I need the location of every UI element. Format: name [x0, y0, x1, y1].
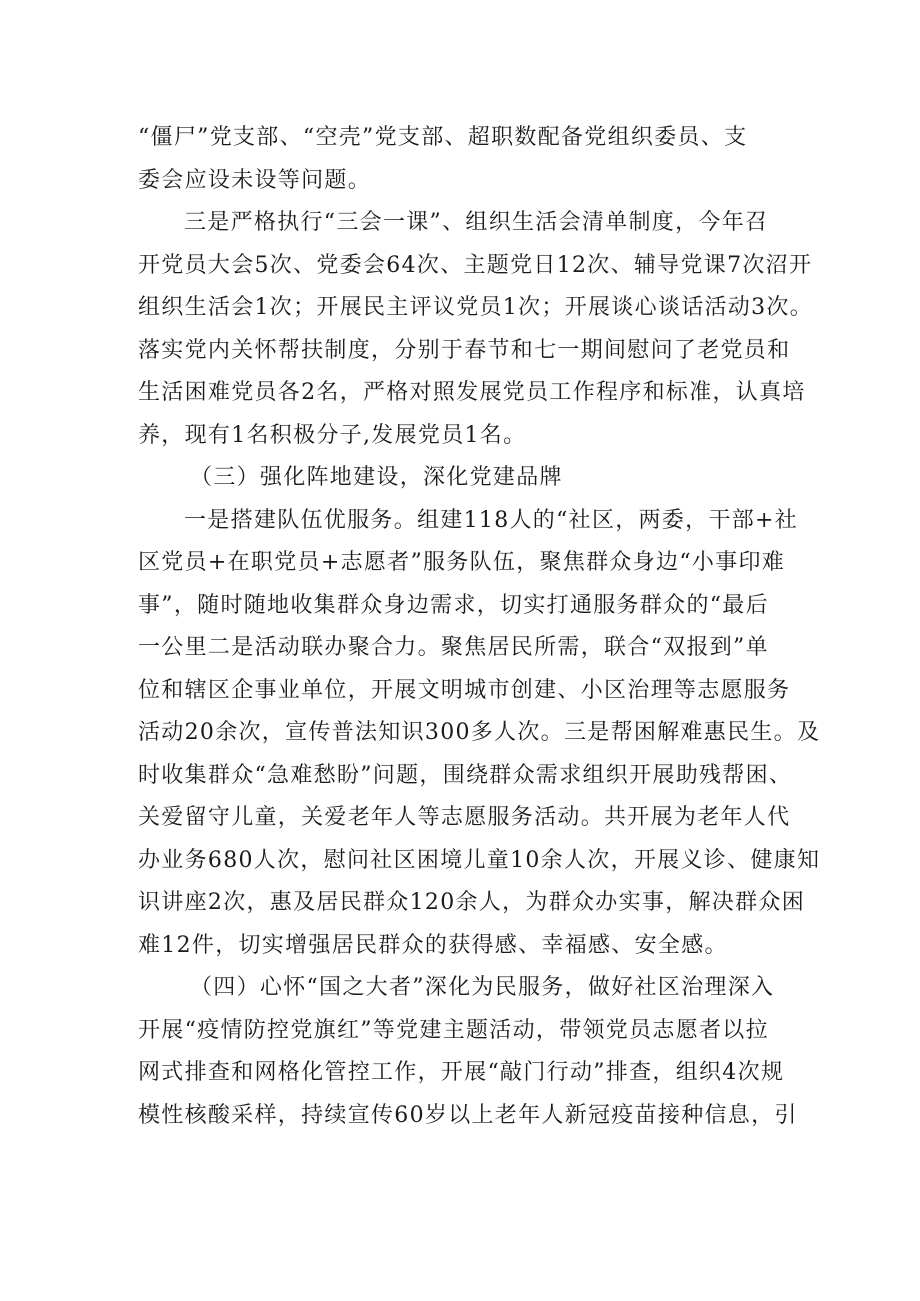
section-heading: （三）强化阵地建设，深化党建品牌 [190, 465, 563, 490]
text-line: 生活困难党员各2名，严格对照发展党员工作程序和标准，认真培 [138, 380, 806, 405]
text-line: 关爱留守儿童，关爱老年人等志愿服务活动。共开展为老年人代 [138, 805, 791, 830]
text-line: 养，现有1名积极分子,发展党员1名。 [138, 422, 527, 448]
text-line: “僵尸”党支部、“空壳”党支部、超职数配备党组织委员、支 [138, 125, 748, 150]
text-line: 落实党内关怀帮扶制度，分别于春节和七一期间慰问了老党员和 [138, 337, 791, 363]
text-line: 区党员+在职党员+志愿者”服务队伍，聚焦群众身边“小事印难 [138, 550, 786, 575]
text-line: 模性核酸采样，持续宣传60岁以上老年人新冠疫苗接种信息，引 [138, 1102, 798, 1128]
text-line: 开展“疫情防控党旗红”等党建主题活动，带领党员志愿者以拉 [138, 1017, 769, 1043]
text-line: 事”，随时随地收集群众身边需求，切实打通服务群众的“最后 [138, 592, 769, 618]
text-line: 一是搭建队伍优服务。组建118人的“社区，两委，干部+社 [184, 507, 799, 533]
text-line: 开党员大会5次、党委会64次、主题党日12次、辅导党课7次沼开 [138, 252, 813, 278]
text-line: 难12件，切实增强居民群众的获得感、幸福感、安全感。 [138, 932, 728, 958]
text-line: 办业务680人次，慰问社区困境儿童10余人次，开展义诊、健康知 [138, 847, 821, 873]
text-line: 识讲座2次，惠及居民群众120余人，为群众办实事，解决群众困 [138, 890, 805, 915]
text-line: 网式排查和网格化管控工作，开展“敲门行动”排查，组织4次规 [138, 1060, 785, 1085]
text-line: 时收集群众“急难愁盼”问题，围绕群众需求组织开展助残帮困、 [138, 762, 793, 788]
text-line: 一公里二是活动联办聚合力。聚焦居民所需，联合“双报到”单 [138, 635, 769, 660]
text-line: 位和辖区企事业单位，开展文明城市创建、小区治理等志愿服务 [138, 677, 791, 703]
document-body [138, 117, 821, 1137]
text-line: 三是严格执行“三会一课”、组织生活会清单制度，今年召 [184, 210, 769, 235]
text-line: 活动20余次，宣传普法知识300多人次。三是帮困解难惠民生。及 [138, 720, 821, 745]
section-heading: （四）心怀“国之大者”深化为民服务，做好社区治理深入 [190, 975, 775, 1000]
text-line: 委会应设未设等问题。 [138, 167, 372, 193]
text-line: 组织生活会1次；开展民主评议党员1次；开展谈心谈话活动3次。 [138, 295, 813, 320]
